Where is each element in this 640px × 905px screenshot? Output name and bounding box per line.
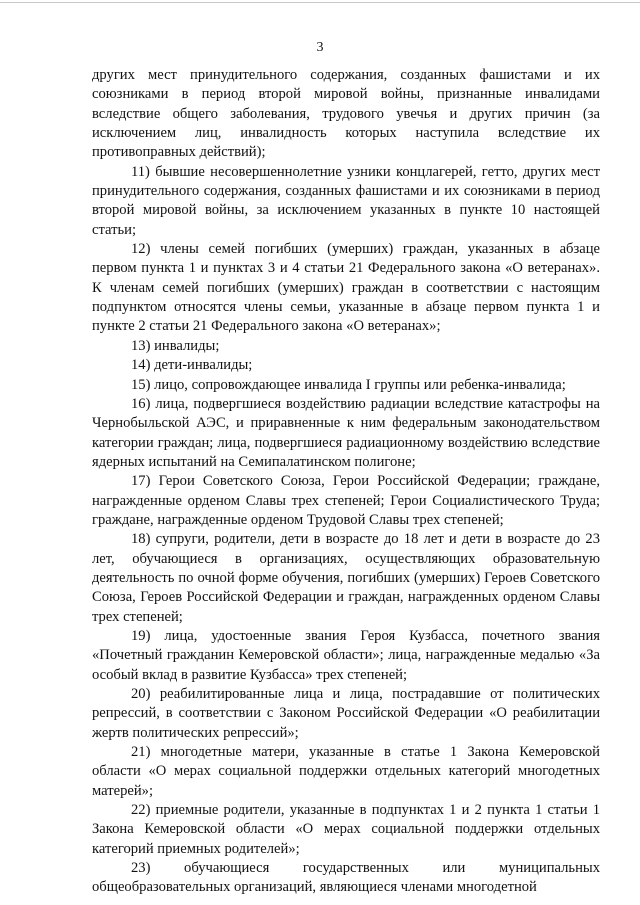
paragraph-item-23: 23) обучающиеся государственных или муниципальных общеобразовательных организаций, являющиеся членами многодетной	[92, 860, 600, 896]
page-number: 3	[316, 40, 324, 55]
paragraph-item-11: 11) бывшие несовершеннолетние узники концлагерей, гетто, других мест принудительного содержания, созданных фашистами и их союзниками в период второй мировой войны, за исключением указанных в пункте 10 настоящей статьи;	[92, 163, 600, 238]
top-edge-line	[0, 2, 640, 3]
paragraph-item-15: 15) лицо, сопровождающее инвалида I группы или ребенка-инвалида;	[131, 376, 566, 393]
paragraph-continuation: других мест принудительного содержания, созданных фашистами и их союзниками в период второй мировой войны, признанные инвалидами вследствие общего заболевания, трудового увечья и других причин (за исключением лиц, инвалидность которых наступила вследствие их противоправных действий);	[92, 67, 600, 161]
paragraph-item-16: 16) лица, подвергшиеся воздействию радиации вследствие катастрофы на Чернобыльской АЭС, и приравненные к ним федеральным законодательством категории граждан; лица, подвергшиеся радиационному воздействию вследствие ядерных испытаний на Семипалатинском полигоне;	[92, 395, 600, 470]
paragraph-item-14: 14) дети-инвалиды;	[131, 357, 253, 374]
paragraph-item-20: 20) реабилитированные лица и лица, пострадавшие от политических репрессий, в соответствии с Законом Российской Федерации «О реабилитации жертв политических репрессий»;	[92, 686, 600, 741]
paragraph-item-21: 21) многодетные матери, указанные в статье 1 Закона Кемеровской области «О мерах социальной поддержки отдельных категорий многодетных матерей»;	[92, 744, 600, 799]
paragraph-item-19: 19) лица, удостоенные звания Героя Кузбасса, почетного звания «Почетный гражданин Кемеровской области»; лица, награжденные медалью «За особый вклад в развитие Кузбасса» трех степеней;	[92, 627, 600, 683]
paragraph-item-12: 12) члены семей погибших (умерших) граждан, указанных в абзаце первом пункта 1 и пунктах 3 и 4 статьи 21 Федерального закона «О ветеранах». К членам семей погибших (умерших) граждан в соответствии с настоящим подпунктом относятся члены семьи, указанные в абзаце первом пункта 1 и пункте 2 статьи 21 Федерального закона «О ветеранах»;	[92, 241, 600, 335]
paragraph-item-22: 22) приемные родители, указанные в подпунктах 1 и 2 пункта 1 статьи 1 Закона Кемеровской области «О мерах социальной поддержки отдельных категорий приемных родителей»;	[92, 802, 600, 857]
paragraph-item-17: 17) Герои Советского Союза, Герои Российской Федерации; граждане, награжденные орденом Славы трех степеней; Герои Социалистического Труда; граждане, награжденные орденом Трудовой Славы трех степеней;	[92, 473, 600, 528]
document-body	[92, 66, 600, 898]
paragraph-item-13: 13) инвалиды;	[131, 337, 220, 354]
paragraph-item-18: 18) супруги, родители, дети в возрасте до 18 лет и дети в возрасте до 23 лет, обучающиеся в организациях, осуществляющих образовательную деятельность по очной форме обучения, погибших (умерших) Героев Советского Союза, Героев Российской Федерации и граждан, награжденных орденом Славы трех степеней;	[92, 531, 600, 625]
